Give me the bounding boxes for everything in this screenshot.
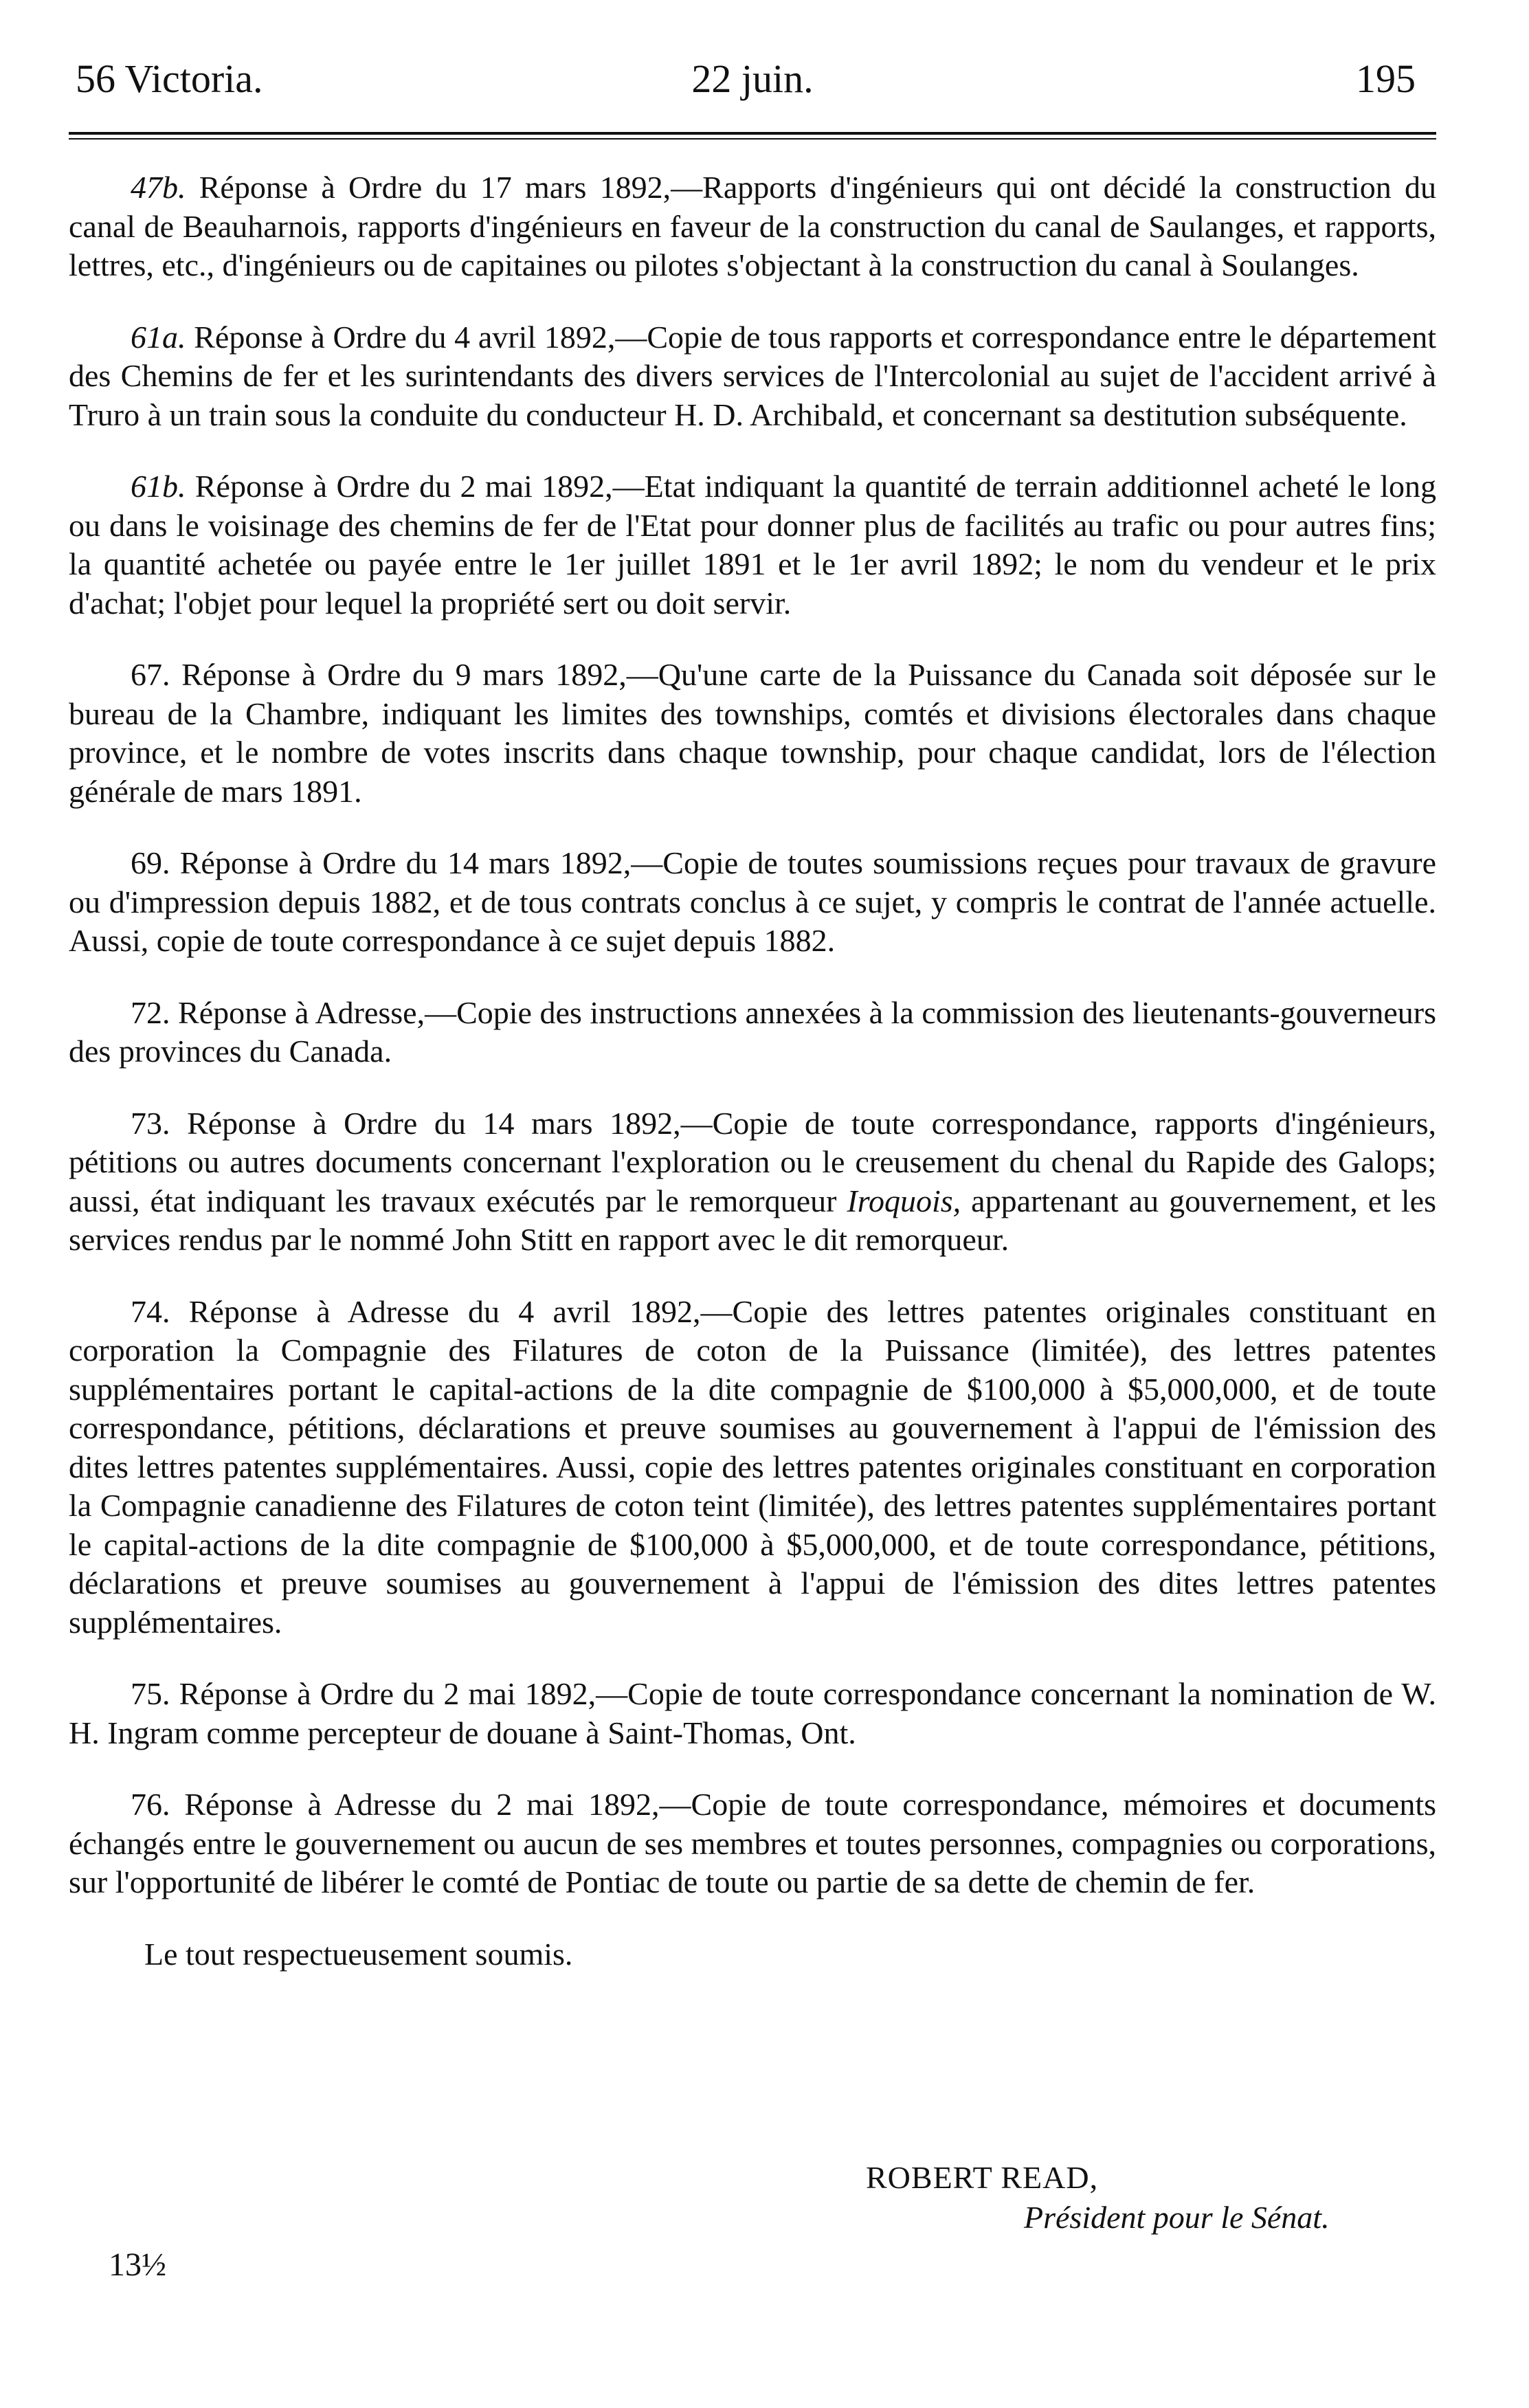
entry-text: Réponse à Ordre du 2 mai 1892,—Etat indiquant la quantité de terrain additionnel acheté le long ou dans le voisinage des chemins de fer de l'Etat pour donner plus de facilités au trafic ou pour autres fins; la quantité achetée ou payée entre le 1er juillet 1891 et le 1er avril 1892; le nom du vendeur et le prix d'achat; l'objet pour lequel la propriété sert ou doit servir.: [69, 469, 1437, 621]
header-double-rule: [69, 132, 1436, 140]
entry-75: [69, 1675, 1436, 1752]
document-page: [69, 41, 1436, 2378]
entry-text: Réponse à Ordre du 2 mai 1892,—Copie de toute correspondance concernant la nomination de W. H. Ingram comme percepteur de douane à Saint-Thomas, Ont.: [69, 1676, 1437, 1750]
header-session: 56 Victoria.: [76, 56, 263, 101]
entry-47b: [69, 168, 1436, 285]
entry-text: Réponse à Ordre du 14 mars 1892,—Copie de toutes soumissions reçues pour travaux de gravure ou d'impression depuis 1882, et de tous contrats conclus à ce sujet, y compris le contrat de l'année actuelle. Aussi, copie de toute correspondance à ce sujet depuis 1882.: [69, 845, 1436, 958]
signatory-name: ROBERT READ,: [866, 2160, 1099, 2195]
signature-folio: 13½: [109, 2247, 166, 2283]
entry-text: Réponse à Adresse du 4 avril 1892,—Copie des lettres patentes originales constituant en corporation la Compagnie des Filatures de coton de la Puissance (limitée), des lettres patentes supplémentaires portant le capital-actions de la dite compagnie de $100,000 à $5,000,000, et de toute correspondance, pétitions, déclarations et preuve soumises au gouvernement à l'appui de l'émission des dites lettres patentes supplémentaires. Aussi, copie des lettres patentes originales constituant en corporation la Compagnie canadienne des Filatures de coton teint (limitée), des lettres patentes supplémentaires portant le capital-actions de la dite compagnie de $100,000 à $5,000,000, et de toute correspondance, pétitions, déclarations et preuve soumises au gouvernement à l'appui de l'émission des dites lettres patentes supplémentaires.: [69, 1293, 1436, 1640]
running-header: [69, 41, 1436, 117]
entry-61b: [69, 467, 1436, 623]
entry-text: Réponse à Ordre du 17 mars 1892,—Rapports d'ingénieurs qui ont décidé la construction du canal de Beauharnois, rapports d'ingénieurs en faveur de la construction du canal de Saulanges, et rapports, lettres, etc., d'ingénieurs ou de capitaines ou pilotes s'objectant à la construction du canal à Soulanges.: [69, 170, 1436, 282]
vessel-name: Iroquois,: [847, 1183, 961, 1218]
entry-text: Réponse à Adresse,—Copie des instructions annexées à la commission des lieutenants-gouverneurs des provinces du Canada.: [69, 994, 1437, 1069]
entry-number: 74.: [131, 1293, 170, 1329]
entry-number: 67.: [131, 657, 170, 692]
entry-69: [69, 844, 1436, 961]
entry-text: Réponse à Ordre du 4 avril 1892,—Copie de tous rapports et correspondance entre le département des Chemins de fer et les surintendants des divers services de l'Intercolonial au sujet de l'accident arrivé à Truro à un train sous la conduite du conducteur H. D. Archibald, et concernant sa destitution subséquente.: [69, 319, 1436, 432]
entry-number: 75.: [131, 1676, 170, 1711]
page-number: 195: [1356, 56, 1416, 101]
entry-67: [69, 656, 1436, 811]
entry-number: 61b.: [131, 469, 186, 504]
entry-72: [69, 994, 1436, 1071]
entry-text: Réponse à Ordre du 9 mars 1892,—Qu'une carte de la Puissance du Canada soit déposée sur le bureau de la Chambre, indiquant les limites des townships, comtés et divisions électorales dans chaque province, et le nombre de votes inscrits dans chaque township, pour chaque candidat, lors de l'élection générale de mars 1891.: [69, 657, 1437, 809]
entry-text: Réponse à Adresse du 2 mai 1892,—Copie de toute correspondance, mémoires et documents échangés entre le gouvernement ou aucun de ses membres et toutes personnes, compagnies ou corporations, sur l'opportunité de libérer le comté de Pontiac de toute ou partie de sa dette de chemin de fer.: [69, 1787, 1437, 1899]
entry-number: 61a.: [131, 319, 186, 355]
entry-text: Réponse à Ordre du 14 mars 1892,—Copie de toute correspondance, rapports d'ingénieurs, pétitions ou autres documents concernant l'exploration ou le creusement du chenal du Rapide des Galops; aussi, état indiquant les travaux exécutés par le remorqueur: [69, 1105, 1436, 1218]
entry-76: [69, 1785, 1436, 1902]
entry-number: 47b.: [131, 170, 186, 205]
entry-74: [69, 1293, 1436, 1642]
entry-list: [69, 168, 1436, 1902]
entry-number: 76.: [131, 1787, 170, 1822]
entry-number: 73.: [131, 1105, 170, 1141]
entry-number: 72.: [131, 994, 170, 1030]
header-date: 22 juin.: [691, 56, 814, 101]
entry-number: 69.: [131, 845, 170, 880]
closing-line: Le tout respectueusement soumis.: [144, 1936, 573, 1972]
entry-61a: [69, 318, 1436, 435]
entry-text-continued: appartenant au gouvernement, et les services rendus par le nommé John Stitt en rapport avec le dit remorqueur.: [69, 1183, 1436, 1257]
signature-block: [804, 2158, 1330, 2238]
entry-73: [69, 1104, 1436, 1260]
signatory-title: Président pour le Sénat.: [1024, 2200, 1330, 2235]
